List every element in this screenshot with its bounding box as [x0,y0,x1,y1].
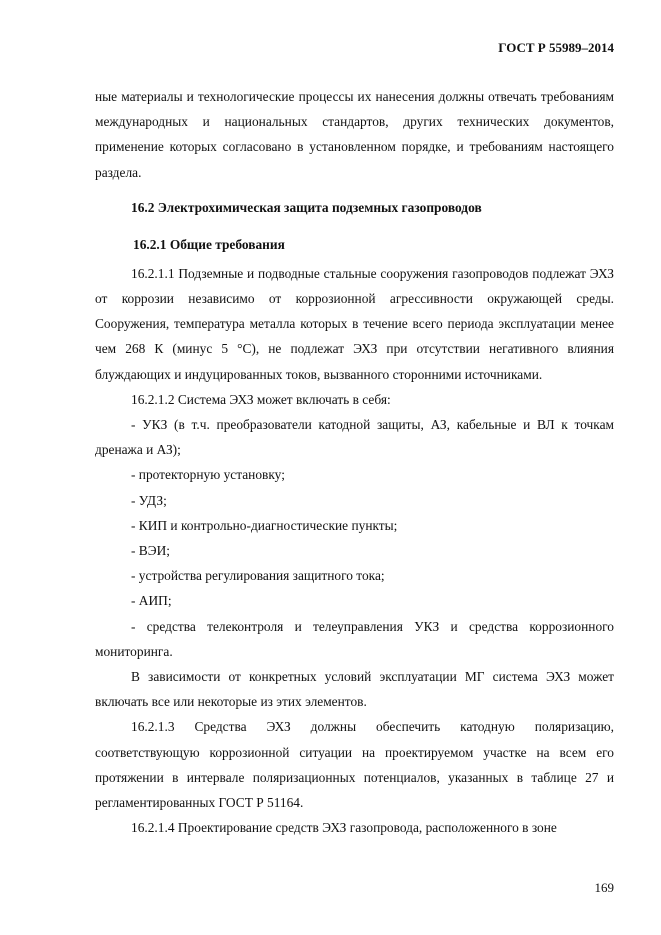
paragraph-16-2-1-1: 16.2.1.1 Подземные и подводные стальные сооружения газопроводов подлежат ЭХЗ от коррозии независимо от коррозионной агрессивности окружающей среды. Сооружения, температура металла которых в течение всего периода эксплуатации менее чем 268 К (минус 5 °С), не подлежат ЭХЗ при отсутствии негативного влияния блуждающих и индуцированных токов, вызванного сторонними источниками. [95,265,614,382]
list-item: - средства телеконтроля и телеуправления УКЗ и средства коррозионного мониторинга. [95,618,614,659]
section-heading: 16.2 Электрохимическая защита подземных газопроводов [131,199,482,215]
list-item: - АИП; [131,593,172,609]
list-item: - устройства регулирования защитного тока; [131,568,385,584]
list-item: - протекторную установку; [131,467,285,483]
paragraph-continued: ные материалы и технологические процессы их нанесения должны отвечать требованиям международных и национальных стандартов, других технических документов, применение которых согласовано в установленном порядке, и требованиям настоящего раздела. [95,89,614,180]
page-number: 169 [594,880,614,895]
list-item: - КИП и контрольно-диагностические пункты; [131,517,398,533]
paragraph-16-2-1-3: 16.2.1.3 Средства ЭХЗ должны обеспечить катодную поляризацию, соответствующую коррозионной ситуации на проектируемом участке на всем его протяжении в интервале поляризационных потенциалов, указанных в таблице 27 и регламентированных ГОСТ Р 51164. [95,719,614,811]
paragraph-16-2-1-2: 16.2.1.2 Система ЭХЗ может включать в себя: [131,391,391,407]
subsection-heading: 16.2.1 Общие требования [133,236,285,252]
page-body [95,84,614,840]
document-header-standard-code: ГОСТ Р 55989–2014 [498,40,614,55]
paragraph-depending-on-conditions: В зависимости от конкретных условий эксплуатации МГ система ЭХЗ может включать все или некоторые из этих элементов. [95,669,614,710]
list-item: - УДЗ; [131,492,167,508]
list-item: - ВЭИ; [131,543,170,559]
paragraph-16-2-1-4: 16.2.1.4 Проектирование средств ЭХЗ газопровода, расположенного в зоне [131,820,557,836]
list-item: - УКЗ (в т.ч. преобразователи катодной защиты, АЗ, кабельные и ВЛ к точкам дренажа и АЗ); [95,417,614,458]
